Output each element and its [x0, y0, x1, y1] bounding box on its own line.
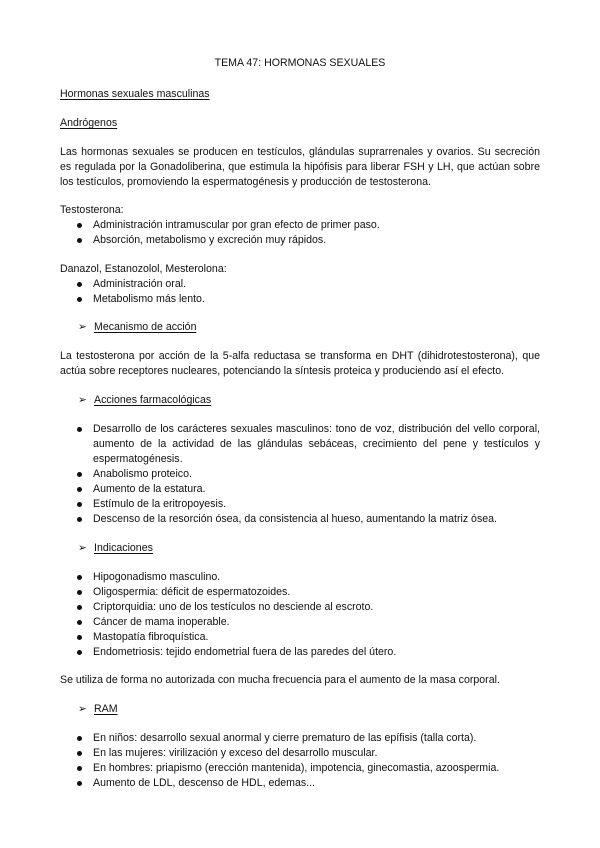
list-item: Oligospermia: déficit de espermatozoides.	[60, 585, 540, 600]
list-item: Absorción, metabolismo y excreción muy rápidos.	[60, 233, 540, 248]
list-item: Administración oral.	[60, 277, 540, 292]
list-item: En niños: desarrollo sexual anormal y cierre prematuro de las epífisis (talla corta).	[60, 731, 540, 746]
indicaciones-list	[60, 570, 540, 660]
list-item: Endometriosis: tejido endometrial fuera de las paredes del útero.	[60, 645, 540, 660]
arrow-bullet-icon: ➢	[78, 542, 87, 554]
subheading-androgenos: Andrógenos	[60, 117, 118, 129]
acciones-block	[60, 422, 540, 527]
intro-paragraph: Las hormonas sexuales se producen en testículos, glándulas suprarrenales y ovarios. Su secreción es regulada por la Gonadoliberina, que estimula la hipófisis para liberar FSH y LH, que actúan sobre los testículos, promoviendo la espermatogénesis y producción de testosterona.	[60, 146, 540, 188]
uso-no-autorizado: Se utiliza de forma no autorizada con mucha frecuencia para el aumento de la masa corporal.	[60, 674, 500, 686]
arrow-bullet-icon: ➢	[78, 703, 87, 715]
danazol-list	[60, 277, 540, 307]
list-item: En las mujeres: virilización y exceso del desarrollo muscular.	[60, 746, 540, 761]
list-item: Estímulo de la eritropoyesis.	[60, 497, 540, 512]
list-item: Criptorquidia: uno de los testículos no desciende al escroto.	[60, 600, 540, 615]
list-item: En hombres: priapismo (erección mantenida), impotencia, ginecomastia, azoospermia.	[60, 761, 540, 776]
section-heading: Hormonas sexuales masculinas	[60, 88, 210, 100]
testosterona-list	[60, 218, 540, 248]
arrow-bullet-icon: ➢	[78, 321, 87, 333]
list-item: Aumento de la estatura.	[60, 482, 540, 497]
list-item: Desarrollo de los carácteres sexuales masculinos: tono de voz, distribución del vello corporal, aumento de la actividad de las glándulas sebáceas, crecimiento del pene y testículos y espermatogénesis.	[60, 422, 540, 467]
testosterona-label: Testosterona:	[60, 204, 124, 216]
heading-mecanismo-label: Mecanismo de acción	[94, 321, 197, 333]
list-item: Aumento de LDL, descenso de HDL, edemas...	[60, 776, 540, 791]
list-item: Metabolismo más lento.	[60, 292, 540, 307]
list-item: Anabolismo proteico.	[60, 467, 540, 482]
heading-indicaciones	[78, 541, 153, 556]
heading-acciones-label: Acciones farmacológicas	[94, 394, 212, 406]
page-title: TEMA 47: HORMONAS SEXUALES	[214, 57, 386, 69]
ram-list	[60, 731, 540, 791]
list-item: Mastopatía fibroquística.	[60, 630, 540, 645]
danazol-label: Danazol, Estanozolol, Mesterolona:	[60, 263, 227, 275]
list-item: Hipogonadismo masculino.	[60, 570, 540, 585]
list-item: Administración intramuscular por gran efecto de primer paso.	[60, 218, 540, 233]
heading-mecanismo	[78, 320, 196, 335]
indicaciones-block	[60, 570, 540, 660]
acciones-list	[60, 422, 540, 527]
ram-block	[60, 731, 540, 791]
list-item: Cáncer de mama inoperable.	[60, 615, 540, 630]
mecanismo-paragraph: La testosterona por acción de la 5-alfa reductasa se transforma en DHT (dihidrotestosterona), que actúa sobre receptores nucleares, potenciando la síntesis proteica y produciendo así el efecto.	[60, 350, 540, 377]
heading-indicaciones-label: Indicaciones	[94, 542, 153, 554]
danazol-block	[60, 262, 540, 307]
arrow-bullet-icon: ➢	[78, 394, 87, 406]
heading-acciones	[78, 393, 211, 408]
list-item: Descenso de la resorción ósea, da consistencia al hueso, aumentando la matriz ósea.	[60, 512, 540, 527]
heading-ram-label: RAM	[94, 703, 118, 715]
heading-ram	[78, 702, 118, 717]
testosterona-block	[60, 203, 540, 248]
